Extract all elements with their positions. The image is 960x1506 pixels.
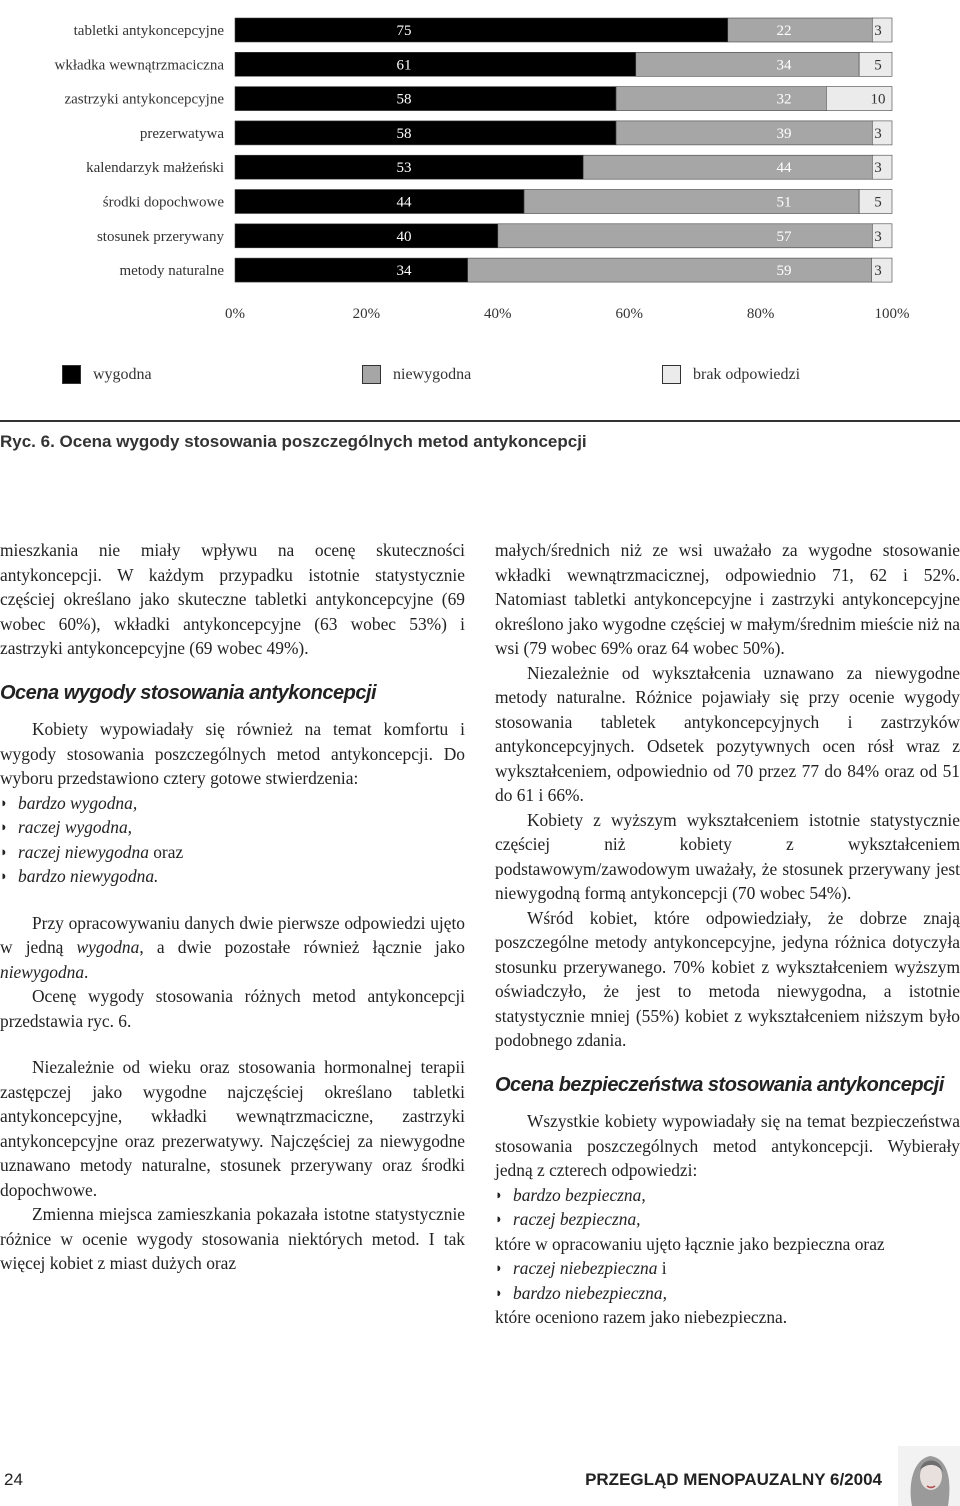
- bullet-icon: ◗: [495, 1211, 503, 1226]
- text-run: niewygodna: [0, 961, 85, 982]
- bar-value-label: 53: [396, 160, 412, 177]
- legend-item-wygodna: [62, 365, 152, 384]
- journal-title: PRZEGLĄD MENOPAUZALNY 6/2004: [585, 1470, 882, 1489]
- paragraph: mieszkania nie miały wpływu na ocenę skuteczności antykoncepcji. W każdym przypadku istotnie statystycznie częściej określano jako skuteczne tabletki antykoncepcyjne (69 wobec 60%), wkładki antykoncepcyjne (63 wobec 53%) i zastrzyki antykoncepcyjne (69 wobec 49%).: [0, 540, 465, 658]
- bar-value-label: 3: [874, 228, 882, 245]
- list-item: [495, 1207, 960, 1232]
- bar-value-label: 32: [776, 91, 792, 108]
- bar-segment-niewygodna: [728, 18, 873, 42]
- bullet-icon: ◗: [0, 843, 8, 859]
- bar-segment-wygodna: [235, 190, 524, 214]
- paragraph: Wszystkie kobiety wypowiadały się na temat bezpieczeństwa stosowania poszczególnych metod antykoncepcji. Wybierały jedną z czterech odpowiedzi:: [495, 1111, 960, 1180]
- bar-segment-niewygodna: [616, 87, 826, 111]
- bar-value-label: 58: [396, 125, 412, 142]
- bar-value-label: 39: [776, 125, 792, 142]
- bar-value-label: 3: [874, 23, 882, 39]
- list-item-text: bardzo niebezpieczna,: [513, 1282, 667, 1303]
- woman-portrait-icon: [898, 1446, 960, 1506]
- bar-value-label: 5: [874, 57, 882, 74]
- bar-segment-niewygodna: [583, 155, 872, 179]
- bullet-list: [495, 1183, 960, 1232]
- bar-value-label: 10: [870, 91, 886, 108]
- category-label: stosunek przerywany: [96, 228, 224, 245]
- paragraph: Niezależnie od wykształcenia uznawano za niewygodne metody naturalne. Różnice pojawiały się przy ocenie wygody stosowania tabletek antykoncepcyjnych i zastrzyków antykoncepcyjnych. Odsetek pozytywnych ocen rósł wraz z wykształceniem, odpowiednio od 70 przez 77 do 84% oraz od 51 do 61 i 66%.: [495, 662, 960, 805]
- bar-value-label: 58: [396, 91, 412, 108]
- text-run: .: [84, 961, 89, 982]
- category-label: kalendarzyk małżeński: [86, 160, 224, 177]
- legend-swatch: [662, 365, 681, 384]
- bar-value-label: 61: [396, 57, 412, 74]
- bar-segment-wygodna: [235, 121, 616, 145]
- bar-segment-niewygodna: [616, 121, 872, 145]
- category-label: metody naturalne: [119, 263, 224, 280]
- bar-value-label: 22: [776, 23, 792, 39]
- bar-segment-niewygodna: [636, 52, 859, 76]
- list-item-text: raczej niewygodna: [18, 841, 149, 862]
- category-label: wkładka wewnątrzmaciczna: [54, 57, 224, 74]
- bullet-icon: ◗: [0, 794, 8, 810]
- category-label: środki dopochwowe: [102, 194, 224, 211]
- x-tick-label: 60%: [615, 306, 643, 322]
- list-item-suffix: i: [657, 1258, 667, 1278]
- bullet-list: [495, 1256, 960, 1305]
- bar-segment-wygodna: [235, 52, 636, 76]
- paragraph: Niezależnie od wieku oraz stosowania hormonalnej terapii zastępczej jako wygodne najczęściej określano tabletki antykoncepcyjne, wkładki wewnątrzmaciczne, zastrzyki antykoncepcyjne oraz prezerwatywy. Najczęściej za niewygodne uznawano metody naturalne, stosunek przerywany oraz środki dopochwowe.: [0, 1057, 465, 1200]
- paragraph: które oceniono razem jako niebezpieczna.: [495, 1307, 788, 1327]
- paragraph: Kobiety wypowiadały się również na temat komfortu i wygody stosowania poszczególnych metod antykoncepcji. Do wyboru przedstawiono cztery gotowe stwierdzenia:: [0, 719, 465, 788]
- bar-segment-wygodna: [235, 87, 616, 111]
- paragraph: Kobiety z wyższym wykształceniem istotnie statystycznie częściej niż kobiety z wykształceniem podstawowym/zawodowym uważały, że stosunek przerywany jest niewygodną formą antykoncepcji (70 wobec 54%).: [495, 809, 960, 903]
- page-number: 24: [4, 1470, 23, 1489]
- bar-value-label: 59: [776, 263, 792, 280]
- legend-item-brak-odpowiedzi: [662, 365, 800, 384]
- bar-value-label: 57: [776, 228, 792, 245]
- bar-value-label: 40: [396, 228, 412, 245]
- bar-value-label: 3: [874, 263, 882, 280]
- list-item: [0, 840, 465, 865]
- figure: [0, 0, 960, 422]
- paragraph: Ocenę wygody stosowania różnych metod antykoncepcji przedstawia ryc. 6.: [0, 986, 465, 1031]
- paragraph: Zmienna miejsca zamieszkania pokazała istotne statystycznie różnice w ocenie wygody stosowania niektórych metod. I tak więcej kobiet z miast dużych oraz: [0, 1204, 465, 1273]
- text-run: , a dwie pozostałe również łącznie jako: [139, 937, 465, 957]
- paragraph: małych/średnich niż ze wsi uważało za wygodne stosowanie wkładki wewnątrzmacicznej, odpowiednio 71, 62 i 52%. Natomiast tabletki antykoncepcyjne i zastrzyki antykoncepcyjne określono jako wygodne częściej w małym/średnim mieście niż na wsi (79 wobec 69% oraz 64 wobec 50%).: [495, 540, 960, 658]
- x-tick-label: 0%: [225, 306, 245, 322]
- list-item: [0, 864, 465, 889]
- legend-label: brak odpowiedzi: [693, 365, 801, 383]
- legend-item-niewygodna: [362, 365, 471, 384]
- list-item: [495, 1256, 960, 1281]
- bar-segment-niewygodna: [468, 258, 872, 282]
- bullet-icon: ◗: [495, 1284, 503, 1300]
- legend-label: niewygodna: [393, 365, 472, 383]
- list-item: [495, 1281, 960, 1306]
- x-tick-label: 80%: [746, 306, 775, 322]
- section-heading: Ocena wygody stosowania antykoncepcji: [0, 681, 377, 704]
- category-label: prezerwatywa: [139, 125, 224, 142]
- x-tick-label: 40%: [484, 306, 512, 322]
- bar-segment-wygodna: [235, 18, 728, 42]
- bullet-icon: ◗: [0, 819, 8, 834]
- left-column: [0, 538, 465, 1276]
- bar-segment-niewygodna: [524, 190, 859, 214]
- bar-segment-wygodna: [235, 224, 498, 248]
- list-item-text: raczej wygodna,: [18, 817, 132, 837]
- x-tick-label: 100%: [874, 306, 910, 322]
- bar-value-label: 5: [874, 194, 882, 211]
- paragraph: [0, 911, 465, 985]
- section-heading: Ocena bezpieczeństwa stosowania antykoncepcji: [495, 1073, 944, 1096]
- list-item: [495, 1183, 960, 1208]
- text-run: Przy opracowywaniu danych dwie pierwsze odpowiedzi ujęto w jedną: [0, 912, 465, 957]
- paragraph: które w opracowaniu ujęto łącznie jako bezpieczna oraz: [495, 1233, 885, 1254]
- list-item-text: raczej niebezpieczna: [513, 1258, 658, 1278]
- list-item: [0, 791, 465, 816]
- bar-value-label: 3: [874, 160, 882, 177]
- bar-value-label: 44: [396, 194, 412, 211]
- x-tick-label: 20%: [352, 306, 381, 322]
- bar-segment-niewygodna: [498, 224, 872, 248]
- bar-value-label: 51: [776, 194, 792, 211]
- bullet-icon: ◗: [495, 1186, 503, 1202]
- bar-value-label: 34: [396, 263, 412, 280]
- text-run: wygodna: [76, 937, 140, 957]
- list-item-text: bardzo wygodna,: [18, 792, 138, 813]
- bullet-list: [0, 791, 465, 889]
- legend-swatch: [62, 365, 81, 384]
- bar-segment-wygodna: [235, 258, 468, 282]
- list-item-text: bardzo niewygodna.: [18, 866, 159, 886]
- figure-caption: Ryc. 6. Ocena wygody stosowania poszczególnych metod antykoncepcji: [0, 432, 587, 451]
- right-column: [495, 538, 960, 1330]
- bullet-icon: ◗: [0, 868, 8, 883]
- stacked-bar-chart: [0, 0, 958, 340]
- bar-value-label: 34: [776, 57, 792, 74]
- list-item-suffix: oraz: [148, 841, 184, 862]
- category-label: zastrzyki antykoncepcyjne: [64, 91, 224, 108]
- legend-label: wygodna: [93, 365, 152, 383]
- bar-value-label: 44: [776, 160, 792, 177]
- paragraph: Wśród kobiet, które odpowiedziały, że dobrze znają poszczególne metody antykoncepcyjne, jedyna różnica dotyczyła stosunku przerywanego. 70% kobiet z wykształceniem wyższym oświadczyło, że jest to metoda niewygodna, a istotnie statystycznie mniej (55%) kobiet z wykształceniem niższym było podobnego zdania.: [495, 907, 960, 1050]
- list-item-text: bardzo bezpieczna,: [513, 1184, 646, 1205]
- bar-value-label: 75: [396, 23, 412, 39]
- list-item: [0, 815, 465, 840]
- list-item-text: raczej bezpieczna,: [513, 1209, 641, 1229]
- bar-value-label: 3: [874, 125, 882, 142]
- bullet-icon: ◗: [495, 1260, 503, 1275]
- legend-swatch: [362, 365, 381, 384]
- category-label: tabletki antykoncepcyjne: [73, 23, 224, 39]
